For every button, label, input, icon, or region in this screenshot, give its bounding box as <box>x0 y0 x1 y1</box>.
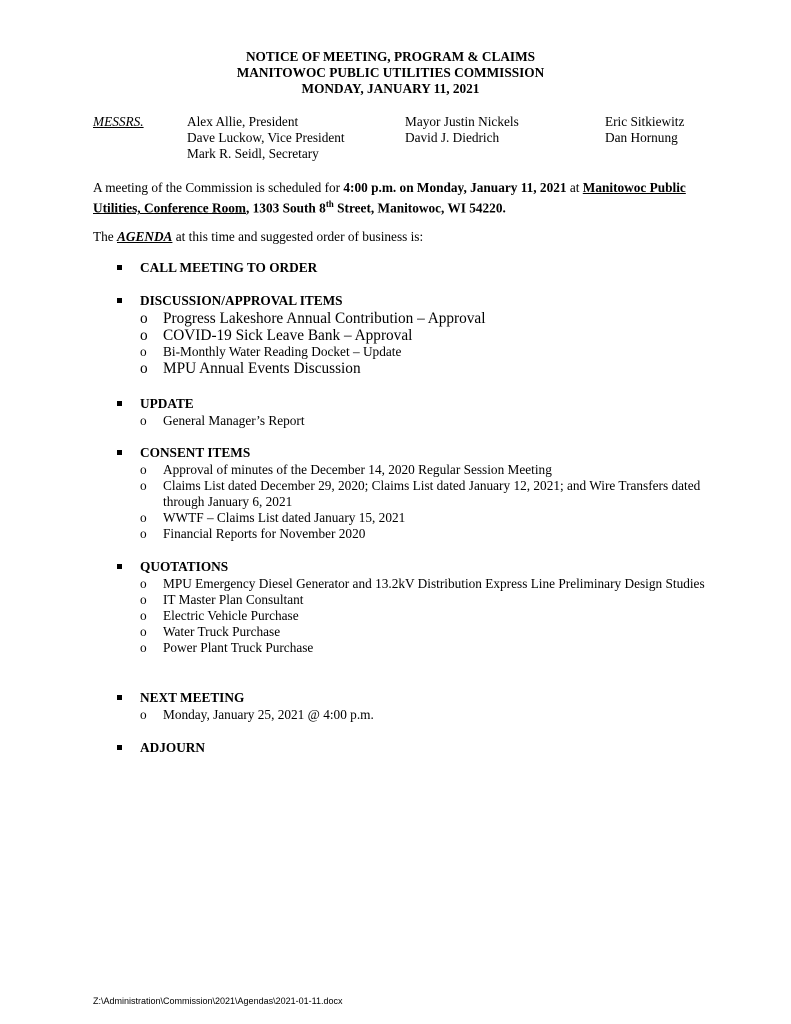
agenda-section <box>117 292 717 377</box>
file-path-footer: Z:\Administration\Commission\2021\Agendas\2021-01-11.docx <box>93 996 343 1006</box>
agenda-intro <box>93 229 423 245</box>
section-heading <box>117 689 717 707</box>
agenda-item <box>117 413 717 429</box>
circle-bullet-icon: o <box>140 624 147 639</box>
agenda-item <box>117 478 717 510</box>
section-title: UPDATE <box>140 396 194 411</box>
circle-bullet-icon: o <box>140 413 147 428</box>
agenda-word: AGENDA <box>117 229 173 244</box>
agenda-item <box>117 327 717 344</box>
agenda-section <box>117 259 717 277</box>
circle-bullet-icon: o <box>140 327 148 344</box>
agenda-item <box>117 360 717 377</box>
square-bullet-icon <box>117 298 122 303</box>
section-items <box>117 707 717 723</box>
document-header <box>0 49 781 97</box>
agenda-item <box>117 592 717 608</box>
agenda-item-text: MPU Emergency Diesel Generator and 13.2kV Distribution Express Line Preliminary Design Studies <box>163 576 705 591</box>
header-organization: MANITOWOC PUBLIC UTILITIES COMMISSION <box>236 65 545 80</box>
agenda-item-text: Approval of minutes of the December 14, 2020 Regular Session Meeting <box>163 462 552 477</box>
agenda-item <box>117 576 717 592</box>
section-title: QUOTATIONS <box>140 559 229 574</box>
intro-text: at <box>566 180 583 195</box>
agenda-item <box>117 640 717 656</box>
square-bullet-icon <box>117 564 122 569</box>
commissioner-name: Alex Allie, President <box>187 114 299 129</box>
agenda-item <box>117 624 717 640</box>
commissioner-name: Mark R. Seidl, Secretary <box>187 146 319 161</box>
meeting-time: 4:00 p.m. on Monday, January 11, 2021 <box>343 180 567 195</box>
section-title: CONSENT ITEMS <box>140 445 251 460</box>
agenda-item <box>117 344 717 360</box>
agenda-item-text: WWTF – Claims List dated January 15, 2021 <box>163 510 406 525</box>
section-heading <box>117 395 717 413</box>
section-heading <box>117 558 717 576</box>
section-heading <box>117 259 717 277</box>
commissioner-name: Mayor Justin Nickels <box>405 114 519 129</box>
circle-bullet-icon: o <box>140 462 147 477</box>
square-bullet-icon <box>117 401 122 406</box>
commissioner-name: Eric Sitkiewitz <box>605 114 685 129</box>
agenda-item <box>117 707 717 723</box>
agenda-item <box>117 608 717 624</box>
header-title: NOTICE OF MEETING, PROGRAM & CLAIMS <box>245 49 536 64</box>
agenda-section <box>117 689 717 723</box>
circle-bullet-icon: o <box>140 592 147 607</box>
agenda-item-text: Bi-Monthly Water Reading Docket – Update <box>163 344 402 359</box>
circle-bullet-icon: o <box>140 360 148 377</box>
agenda-item-text: Water Truck Purchase <box>163 624 281 639</box>
section-heading <box>117 739 717 757</box>
commissioner-name: Dan Hornung <box>605 130 678 145</box>
agenda-item <box>117 462 717 478</box>
agenda-item <box>117 510 717 526</box>
ordinal-suffix: th <box>325 199 334 209</box>
agenda-item-text: General Manager’s Report <box>163 413 305 428</box>
circle-bullet-icon: o <box>140 526 147 541</box>
section-title: NEXT MEETING <box>140 690 245 705</box>
commissioners-column-2 <box>405 114 519 146</box>
section-items <box>117 413 717 429</box>
commissioners-column-1 <box>187 114 345 162</box>
section-items <box>117 576 717 656</box>
section-heading <box>117 292 717 310</box>
agenda-item-text: Power Plant Truck Purchase <box>163 640 314 655</box>
section-title: DISCUSSION/APPROVAL ITEMS <box>140 293 343 308</box>
section-items <box>117 462 717 542</box>
agenda-item-text: Claims List dated December 29, 2020; Claims List dated January 12, 2021; and Wire Transfers dated through January 6, 2021 <box>163 478 701 509</box>
agenda-item-text: Financial Reports for November 2020 <box>163 526 366 541</box>
agenda-section <box>117 558 717 656</box>
circle-bullet-icon: o <box>140 310 148 327</box>
agenda-section <box>117 444 717 542</box>
square-bullet-icon <box>117 745 122 750</box>
agenda-item-text: MPU Annual Events Discussion <box>163 360 361 377</box>
section-title: CALL MEETING TO ORDER <box>140 260 318 275</box>
agenda-item-text: Electric Vehicle Purchase <box>163 608 299 623</box>
agenda-item-text: Monday, January 25, 2021 @ 4:00 p.m. <box>163 707 374 722</box>
messrs-label: MESSRS. <box>93 114 144 129</box>
agenda-item-text: IT Master Plan Consultant <box>163 592 304 607</box>
square-bullet-icon <box>117 695 122 700</box>
square-bullet-icon <box>117 265 122 270</box>
agenda-item <box>117 310 717 327</box>
circle-bullet-icon: o <box>140 344 147 359</box>
circle-bullet-icon: o <box>140 510 147 525</box>
intro-text: A meeting of the Commission is scheduled for <box>93 180 344 195</box>
agenda-intro-pre: The <box>93 229 117 244</box>
section-heading <box>117 444 717 462</box>
agenda-item <box>117 526 717 542</box>
agenda-intro-post: at this time and suggested order of business is: <box>172 229 424 244</box>
circle-bullet-icon: o <box>140 576 147 591</box>
meeting-address-rest: Street, Manitowoc, WI 54220. <box>333 200 506 216</box>
commissioner-name: David J. Diedrich <box>405 130 500 145</box>
section-title: ADJOURN <box>140 740 206 755</box>
agenda-item-text: COVID-19 Sick Leave Bank – Approval <box>163 327 413 344</box>
meeting-location: Manitowoc Public Utilities, Conference Room <box>93 180 686 216</box>
circle-bullet-icon: o <box>140 478 147 493</box>
circle-bullet-icon: o <box>140 608 147 623</box>
meeting-notice-paragraph <box>93 180 713 216</box>
commissioners-column-3 <box>605 114 684 146</box>
header-date: MONDAY, JANUARY 11, 2021 <box>301 81 480 96</box>
agenda-item-text: Progress Lakeshore Annual Contribution – Approval <box>163 310 486 327</box>
circle-bullet-icon: o <box>140 640 147 655</box>
circle-bullet-icon: o <box>140 707 147 722</box>
agenda-section <box>117 739 717 757</box>
section-items <box>117 310 717 377</box>
agenda-section <box>117 395 717 429</box>
square-bullet-icon <box>117 450 122 455</box>
meeting-address: , 1303 South 8 <box>246 200 326 216</box>
commissioner-name: Dave Luckow, Vice President <box>187 130 345 145</box>
